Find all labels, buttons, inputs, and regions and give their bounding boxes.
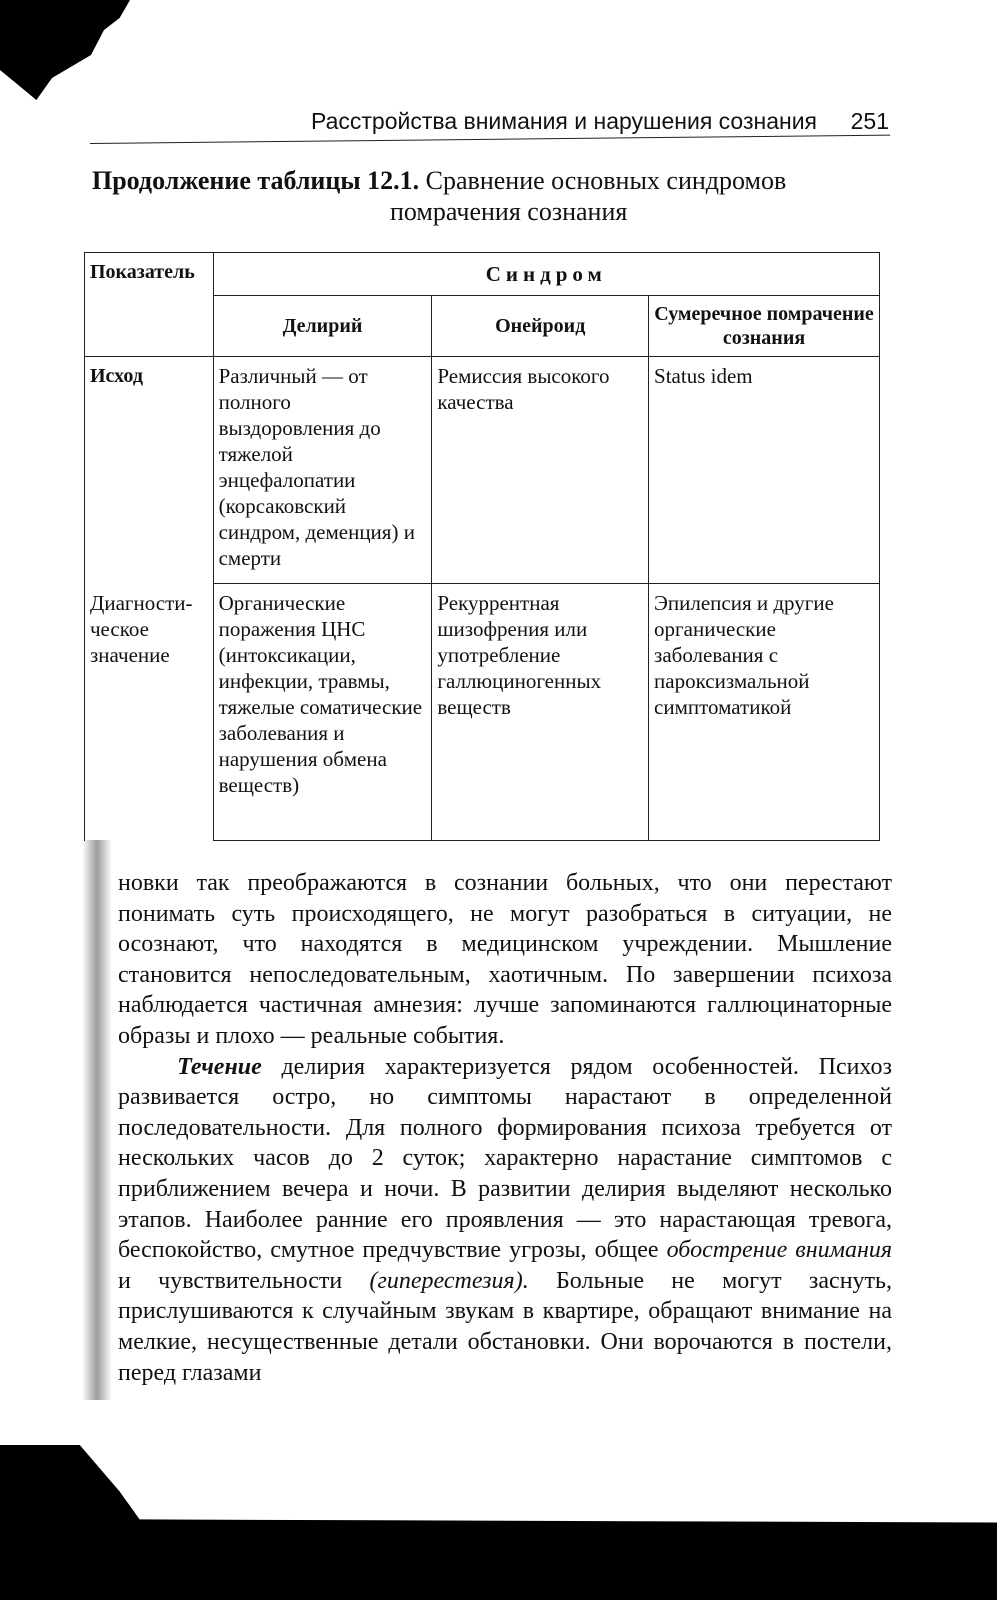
term-course: Течение: [177, 1053, 262, 1080]
column-header-twilight: Сумеречное помрачение сознания: [649, 296, 880, 357]
syndrome-header: Синдром: [213, 253, 879, 296]
paragraph: новки так преображаются в сознании больных, что они перестают понимать суть происходящего, не могут разобраться в ситуации, не осознают, что находятся в медицинском учреждении. Мышление становится непоследовательным, хаотичным. По завершении психоза наблюдается частичная амнезия: лучше запоминаются галлюцинаторные образы и плохо — реальные события.: [118, 870, 892, 1049]
paragraph: [118, 1052, 892, 1389]
table-cell: Органические поражения ЦНС (интоксикации, инфекции, травмы, тяжелые соматические заболевания и нарушения обмена веществ): [213, 584, 432, 841]
paragraph-text: делирия характеризуется рядом особенностей. Психоз развивается остро, но симптомы нарастают в определенной последовательности. Для полного формирования психоза требуется от нескольких часов до 2 суток; характерно нарастание симптомов с приближением вечера и ночи. В развитии делирия выделяют несколько этапов. Наиболее ранние его проявления — это нарастающая тревога, беспокойство, смутное предчувствие угрозы, общее: [118, 1053, 892, 1264]
comparison-table: [84, 252, 880, 841]
header-rule: [90, 135, 890, 144]
table-cell: Status idem: [649, 357, 880, 584]
scan-margin: [0, 100, 18, 1600]
caption-text-line1: Сравнение основных синдромов: [425, 166, 787, 195]
scan-shadow-edge: [82, 840, 112, 1400]
table-row: [85, 584, 880, 841]
page-number: 251: [850, 108, 889, 134]
paragraph-text: Больные не могут заснуть, прислушиваются к случайным звукам в квартире, обращают внимание на мелкие, несущественные детали обстановки. Они ворочаются в постели, перед глазами: [118, 1267, 892, 1386]
row-label-diagnostic: Диагности-ческое значение: [85, 584, 214, 841]
term-attention: обострение внимания: [666, 1237, 892, 1264]
table-cell: Эпилепсия и другие органические заболевания с пароксизмальной симптоматикой: [649, 584, 880, 841]
row-label-outcome: Исход: [85, 357, 214, 584]
scan-shadow-corner: [0, 0, 130, 100]
paragraph-text: и чувствительности: [118, 1267, 370, 1294]
running-head-title: Расстройства внимания и нарушения сознания: [311, 108, 818, 134]
running-head: [311, 108, 889, 135]
column-header-delirium: Делирий: [213, 296, 432, 357]
term-hyperesthesia: (гиперестезия).: [369, 1267, 529, 1294]
indicator-header: Показатель: [85, 253, 214, 357]
table-cell: Различный — от полного выздоровления до тяжелой энцефалопатии (корсаковский синдром, деменция) и смерти: [213, 357, 432, 584]
table-header-row: [85, 253, 880, 296]
table-row: [85, 357, 880, 584]
body-text: [118, 868, 892, 1388]
column-header-oneiroid: Онейроид: [432, 296, 649, 357]
caption-text-line2: помрачения сознания: [390, 197, 628, 226]
caption-label: Продолжение таблицы 12.1.: [92, 166, 420, 195]
table-cell: Рекуррентная шизофрения или употребление галлюциногенных веществ: [432, 584, 649, 841]
table-cell: Ремиссия высокого качества: [432, 357, 649, 584]
table-caption: [92, 165, 892, 227]
scan-shadow-bottom: [0, 1445, 997, 1600]
